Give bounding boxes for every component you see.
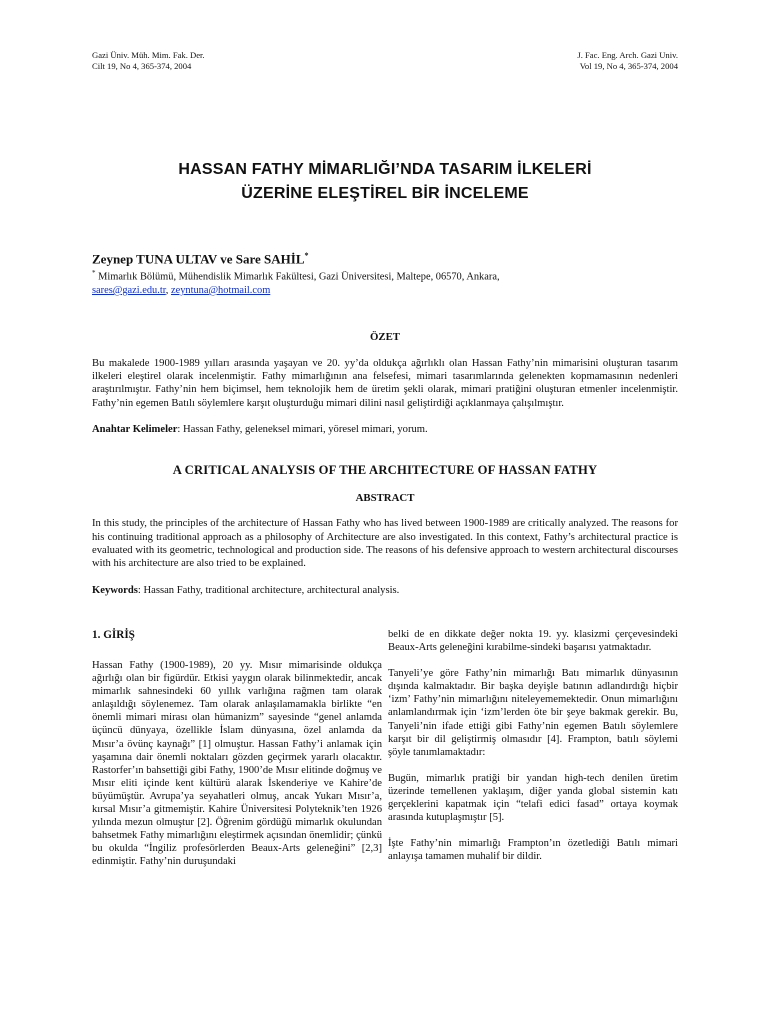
author-names-text: Zeynep TUNA ULTAV ve Sare SAHİL xyxy=(92,251,305,267)
author-names xyxy=(92,248,678,267)
right-paragraph-2: Tanyeli’ye göre Fathy’nin mimarlığı Batı mimarlık dünyasının dışında kalmaktadır. Bir başka deyişle batının adlandırdığı hiçbir ‘izm’ Fathy’nin mimarlığını niteleyememektedir. Onun mimarlığını anlamlandırmak için ‘izm’lerden öte bir şeye bakmak gerekir. Bu, Tanyeli’nin ifade ettiği gibi Fathy’nin egemen Batılı söylemlere karşıt bir dil geliştirmiş olmasıdır [4]. Frampton, batılı söylemi şöyle tanımlamaktadır: xyxy=(388,668,678,758)
header-journal-en: J. Fac. Eng. Arch. Gazi Univ. xyxy=(577,50,678,60)
keywords-label: Keywords xyxy=(92,585,138,597)
page xyxy=(92,50,678,598)
email-line xyxy=(92,284,678,297)
paper-title-line2: ÜZERİNE ELEŞTİREL BİR İNCELEME xyxy=(241,185,529,202)
paper-title xyxy=(92,158,678,206)
keywords xyxy=(92,584,678,597)
author-footnote-mark: * xyxy=(304,251,309,260)
abstract-heading: ABSTRACT xyxy=(355,492,415,505)
header-volume-tr: Cilt 19, No 4, 365-374, 2004 xyxy=(92,61,192,71)
right-paragraph-3: Bugün, mimarlık pratiği bir yandan high-tech denilen üretim üzerinde temellenen yaklaşım, diğer yanda global sistemin katı gerçeklerini kapatmak için “telafi edici fasad” ortaya koymak arasında kutuplaşmıştır [5]. xyxy=(388,772,678,824)
keywords-text: : Hassan Fathy, traditional architecture, architectural analysis. xyxy=(137,585,400,597)
right-paragraph-1: belki de en dikkate değer nokta 19. yy. klasizmi çerçevesindeki Beaux-Arts geleneğini kırabilme-sindeki başarısı yatmaktadır. xyxy=(388,629,678,654)
affiliation-mark: * xyxy=(92,269,96,278)
header-journal-tr: Gazi Üniv. Müh. Mim. Fak. Der. xyxy=(92,50,205,60)
email-separator: , xyxy=(165,284,171,296)
header-right xyxy=(577,50,678,72)
english-title: A CRITICAL ANALYSIS OF THE ARCHITECTURE OF HASSAN FATHY xyxy=(172,463,598,478)
ozet-heading: ÖZET xyxy=(369,330,400,343)
section-heading-giris: 1. GİRİŞ xyxy=(92,629,135,641)
anahtar-kelimeler-text: : Hassan Fathy, geleneksel mimari, yöresel mimari, yorum. xyxy=(177,423,428,435)
email-link-1[interactable]: sares@gazi.edu.tr xyxy=(92,284,166,296)
anahtar-kelimeler-label: Anahtar Kelimeler xyxy=(92,423,178,435)
left-paragraph-1: Hassan Fathy (1900-1989), 20 yy. Mısır mimarisinde oldukça ağırlığı olan bir figürdür. Etkisi yaygın olarak bilinmektedir, ancak mimarlık sahnesindeki 60 yıllık varlığına rağmen tam olarak anlaşıldığı söylenemez. Tam olarak anlaşılamamakla birlikte “en önemli mimari mirası olan hümanizm” sayesinde “genel anlamda üçüncü dünyaya, özellikle İslam dünyasına, özel anlamda da Mısır’a övünç kaynağı” [1] olmuştur. Hassan Fathy’i anlamak için yaşamına dair önemli noktaları gözden geçirmek yararlı olacaktır. Rastorfer’ın bahsettiği gibi Fathy, 1900’de Mısır elitinde doğmuş ve Mısır eliti içinde kent kültürü alarak İskenderiye ve Kahire’de büyümüştür. Avrupa’ya seyahatleri olmuş, ancak Yukarı Mısır’a, kırsal Mısır’a gitmemiştir. Kahire Üniversitesi Polyteknik’ten 1926 yılında mezun olmuştur [2]. Öğrenim gördüğü mimarlık okulundan bahsetmek Fathy mimarlığını eleştirmek açısından önemlidir; çünkü bu okulda “İngiliz profesörlerden Beaux-Arts geleneğini” [2,3] edinmiştir. Fathy’nin duruşundaki xyxy=(92,660,382,868)
paper-title-line1: HASSAN FATHY MİMARLIĞI’NDA TASARIM İLKELERİ xyxy=(178,161,592,178)
left-column xyxy=(92,628,382,869)
email-link-2[interactable]: zeyntuna@hotmail.com xyxy=(170,284,271,296)
affiliation xyxy=(92,267,678,283)
anahtar-kelimeler xyxy=(92,423,678,436)
header-volume-en: Vol 19, No 4, 365-374, 2004 xyxy=(579,61,678,71)
right-column xyxy=(388,628,678,869)
header-left xyxy=(92,50,205,72)
abstract-body: In this study, the principles of the architecture of Hassan Fathy who has lived between 1900-1989 are critically analyzed. The reasons for his continuing traditional approach as a philosophy of Architecture are also investigated. In this context, Fathy’s architectural practice is evaluated with its geometric, technological and production side. The reasons of his defensive approach to western architectural discourses with his architecture are also tried to be explained. xyxy=(92,518,678,570)
right-paragraph-4: İşte Fathy’nin mimarlığı Frampton’ın özetlediği Batılı mimari anlayışa tamamen muhalif bir dildir. xyxy=(388,838,678,863)
running-header xyxy=(92,50,678,72)
ozet-body: Bu makalede 1900-1989 yılları arasında yaşayan ve 20. yy’da oldukça ağırlıklı olan Hassan Fathy’nin mimarisini oluşturan tasarım ilkeleri eleştirel olarak incelenmiştir. Fathy mimarlığının ana felsefesi, mimari tasarımlarında gelenekten kopmamasının nedenleri araştırılmıştır. Fathy’nin hem biçimsel, hem teknolojik hem de üretim şekli olarak, mimari pratiğini oluşturan etmenler incelenmiştir. Fathy’nin egemen Batılı söylemlere karşıt oluşturduğu mimari dilini nasıl geliştirdiği açıklanmaya çalışılmıştır. xyxy=(92,357,678,409)
affiliation-text: Mimarlık Bölümü, Mühendislik Mimarlık Fakültesi, Gazi Üniversitesi, Maltepe, 06570, Ankara, xyxy=(98,271,500,283)
body-columns xyxy=(92,628,678,869)
